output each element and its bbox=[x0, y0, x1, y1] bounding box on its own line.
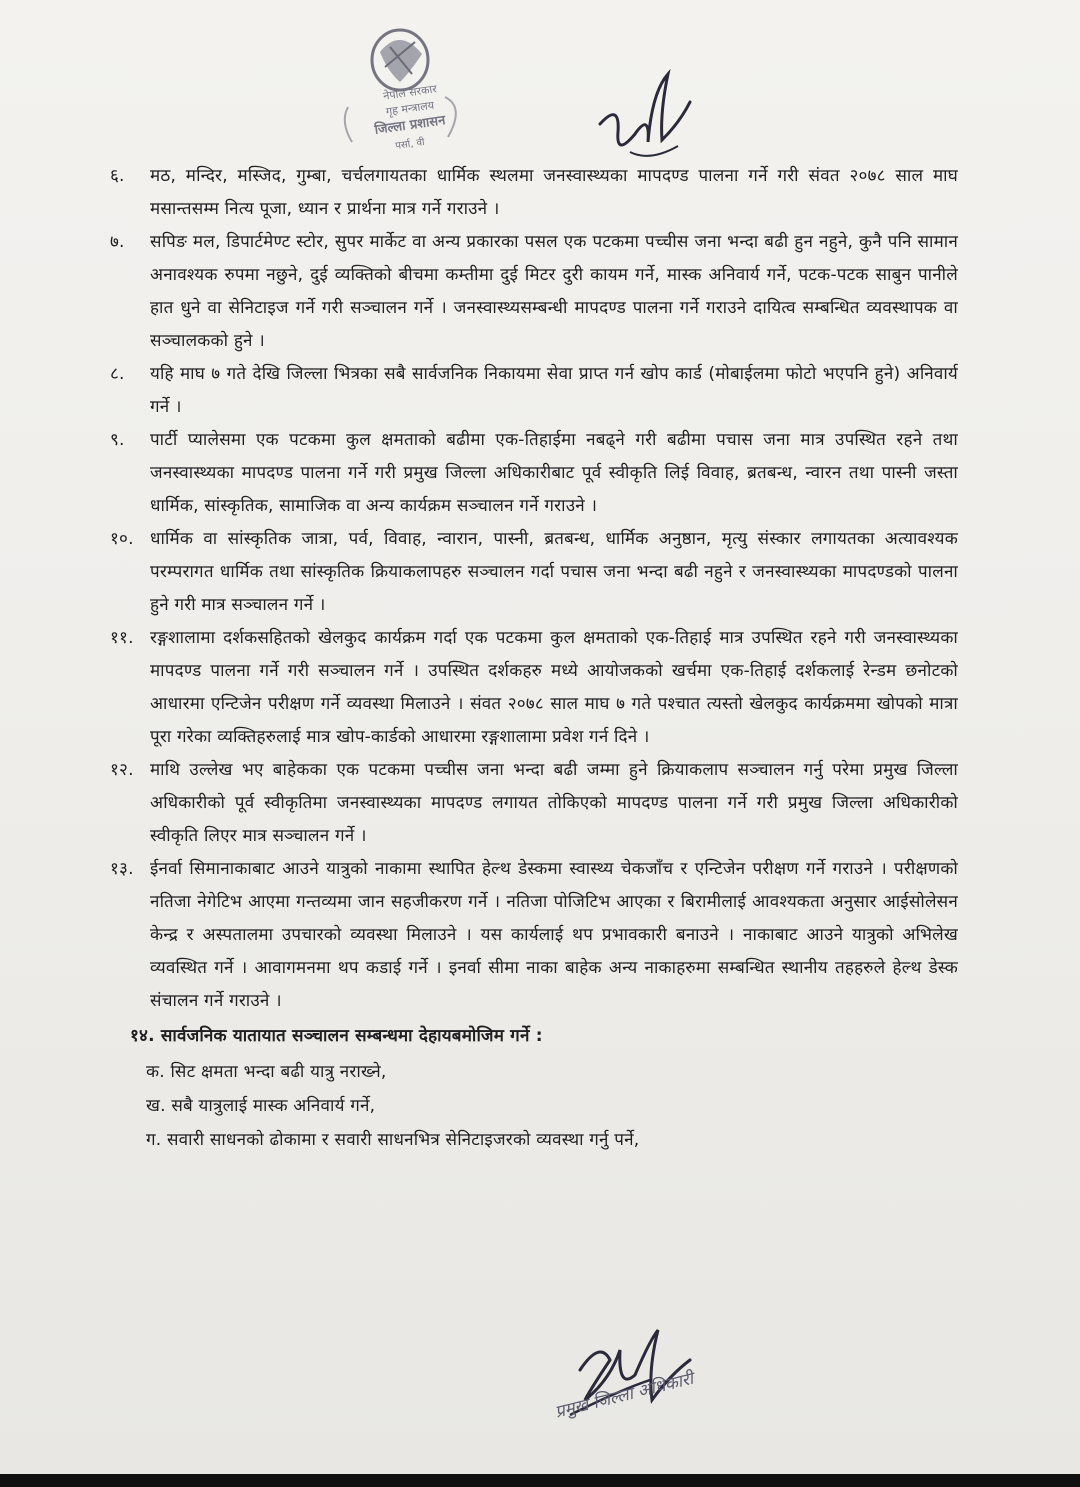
stamp-line-3: जिल्ला प्रशासन bbox=[373, 113, 447, 138]
government-stamp bbox=[330, 12, 480, 162]
section-14-sublist bbox=[118, 1055, 958, 1157]
item-text: सपिङ मल, डिपार्टमेण्ट स्टोर, सुपर मार्केट वा अन्य प्रकारका पसल एक पटकमा पच्चीस जना भन्दा बढी हुन नहुने, कुनै पनि सामान अनावश्यक रुपमा नछुने, दुई व्यक्तिको बीचमा कम्तीमा दुई मिटर दुरी कायम गर्ने, मास्क अनिवार्य गर्ने, पटक-पटक साबुन पानीले हात धुने वा सेनिटाइज गर्ने गरी सञ्चालन गर्ने । जनस्वास्थ्यसम्बन्धी मापदण्ड पालना गर्ने गराउने दायित्व सम्बन्धित व्यवस्थापक वा सञ्चालकको हुने । bbox=[150, 232, 958, 351]
section-14-heading: १४. सार्वजनिक यातायात सञ्चालन सम्बन्धमा देहायबमोजिम गर्ने : bbox=[130, 1026, 543, 1046]
item-number: १०. bbox=[110, 529, 134, 549]
list-item bbox=[110, 523, 958, 622]
list-item bbox=[110, 226, 958, 358]
stamp-line-4: पर्सा, वी bbox=[394, 136, 426, 153]
chief-district-officer-stamp: प्रमुख जिल्ला अधिकारी bbox=[552, 1368, 696, 1423]
stamp-line-1: नेपाल सरकार bbox=[382, 82, 438, 103]
list-item bbox=[110, 853, 958, 1018]
list-item bbox=[110, 622, 958, 754]
item-number: ११. bbox=[110, 628, 134, 648]
sub-list-item bbox=[146, 1123, 958, 1157]
numbered-list bbox=[110, 160, 958, 1018]
list-item bbox=[110, 358, 958, 424]
item-text: माथि उल्लेख भए बाहेकका एक पटकमा पच्चीस जना भन्दा बढी जम्मा हुने क्रियाकलाप सञ्चालन गर्नु परेमा प्रमुख जिल्ला अधिकारीको पूर्व स्वीकृतिमा जनस्वास्थ्यका मापदण्ड लगायत तोकिएको मापदण्ड पालना गर्ने गरी प्रमुख जिल्ला अधिकारीको स्वीकृति लिएर मात्र सञ्चालन गर्ने । bbox=[150, 760, 958, 846]
item-number: ९. bbox=[110, 430, 125, 450]
sub-item-text: सबै यात्रुलाई मास्क अनिवार्य गर्ने, bbox=[171, 1096, 376, 1116]
item-text: यहि माघ ७ गते देखि जिल्ला भित्रका सबै सार्वजनिक निकायमा सेवा प्राप्त गर्न खोप कार्ड (मोबाईलमा फोटो भएपनि हुने) अनिवार्य गर्ने । bbox=[150, 364, 958, 417]
item-text: पार्टी प्यालेसमा एक पटकमा कुल क्षमताको बढीमा एक-तिहाईमा नबढ्ने गरी बढीमा पचास जना मात्र उपस्थित रहने तथा जनस्वास्थ्यका मापदण्ड पालना गर्ने गरी प्रमुख जिल्ला अधिकारीबाट पूर्व स्वीकृति लिई विवाह, ब्रतबन्ध, न्वारन तथा पास्नी जस्ता धार्मिक, सांस्कृतिक, सामाजिक वा अन्य कार्यक्रम सञ्चालन गर्ने गराउने । bbox=[150, 430, 958, 516]
item-number: १२. bbox=[110, 760, 134, 780]
item-number: ६. bbox=[110, 166, 125, 186]
item-text: मठ, मन्दिर, मस्जिद, गुम्बा, चर्चलगायतका धार्मिक स्थलमा जनस्वास्थ्यका मापदण्ड पालना गर्ने गरी संवत २०७८ साल माघ मसान्तसम्म नित्य पूजा, ध्यान र प्रार्थना मात्र गर्ने गराउने । bbox=[150, 166, 958, 219]
item-number: १३. bbox=[110, 859, 134, 879]
bottom-bar bbox=[0, 1474, 1080, 1487]
sub-item-label: ख. bbox=[146, 1096, 166, 1116]
sub-item-label: क. bbox=[146, 1062, 165, 1082]
sub-list-item bbox=[146, 1089, 958, 1123]
sub-item-text: सिट क्षमता भन्दा बढी यात्रु नराख्ने, bbox=[170, 1062, 387, 1082]
signature-top bbox=[590, 62, 700, 172]
sub-item-text: सवारी साधनको ढोकामा र सवारी साधनभित्र सेनिटाइजरको व्यवस्था गर्नु पर्ने, bbox=[166, 1130, 640, 1150]
item-text: ईनर्वा सिमानाकाबाट आउने यात्रुको नाकामा स्थापित हेल्थ डेस्कमा स्वास्थ्य चेकजाँच र एन्टिजेन परीक्षण गर्ने गराउने । परीक्षणको नतिजा नेगेटिभ आएमा गन्तव्यमा जान सहजीकरण गर्ने । नतिजा पोजिटिभ आएका र बिरामीलाई आवश्यकता अनुसार आईसोलेसन केन्द्र र अस्पतालमा उपचारको व्यवस्था मिलाउने । यस कार्यलाई थप प्रभावकारी बनाउने । नाकाबाट आउने यात्रुको अभिलेख व्यवस्थित गर्ने । आवागमनमा थप कडाई गर्ने । इनर्वा सीमा नाका बाहेक अन्य नाकाहरुमा सम्बन्धित स्थानीय तहहरुले हेल्थ डेस्क संचालन गर्ने गराउने । bbox=[150, 859, 958, 1011]
list-item bbox=[110, 160, 958, 226]
sub-list-item bbox=[146, 1055, 958, 1089]
item-text: रङ्गशालामा दर्शकसहितको खेलकुद कार्यक्रम गर्दा एक पटकमा कुल क्षमताको एक-तिहाई मात्र उपस्थित रहने गरी जनस्वास्थ्यका मापदण्ड पालना गर्ने गरी सञ्चालन गर्ने । उपस्थित दर्शकहरु मध्ये आयोजकको खर्चमा एक-तिहाई दर्शकलाई रेन्डम छनोटको आधारमा एन्टिजेन परीक्षण गर्ने व्यवस्था मिलाउने । संवत २०७८ साल माघ ७ गते पश्चात त्यस्तो खेलकुद कार्यक्रममा खोपको मात्रा पूरा गरेका व्यक्तिहरुलाई मात्र खोप-कार्डको आधारमा रङ्गशालामा प्रवेश गर्न दिने । bbox=[150, 628, 958, 747]
sub-item-label: ग. bbox=[146, 1130, 162, 1150]
item-text: धार्मिक वा सांस्कृतिक जात्रा, पर्व, विवाह, न्वारान, पास्नी, ब्रतबन्ध, धार्मिक अनुष्ठान, मृत्यु संस्कार लगायतका अत्यावश्यक परम्परागत धार्मिक तथा सांस्कृतिक क्रियाकलापहरु सञ्चालन गर्दा पचास जना भन्दा बढी नहुने र जनस्वास्थ्यका मापदण्डको पालना हुने गरी मात्र सञ्चालन गर्ने । bbox=[150, 529, 958, 615]
item-number: ८. bbox=[110, 364, 125, 384]
stamp-line-2: गृह मन्त्रालय bbox=[385, 98, 435, 119]
list-item bbox=[110, 424, 958, 523]
document-body bbox=[110, 160, 958, 1157]
list-item bbox=[110, 754, 958, 853]
item-number: ७. bbox=[110, 232, 125, 252]
